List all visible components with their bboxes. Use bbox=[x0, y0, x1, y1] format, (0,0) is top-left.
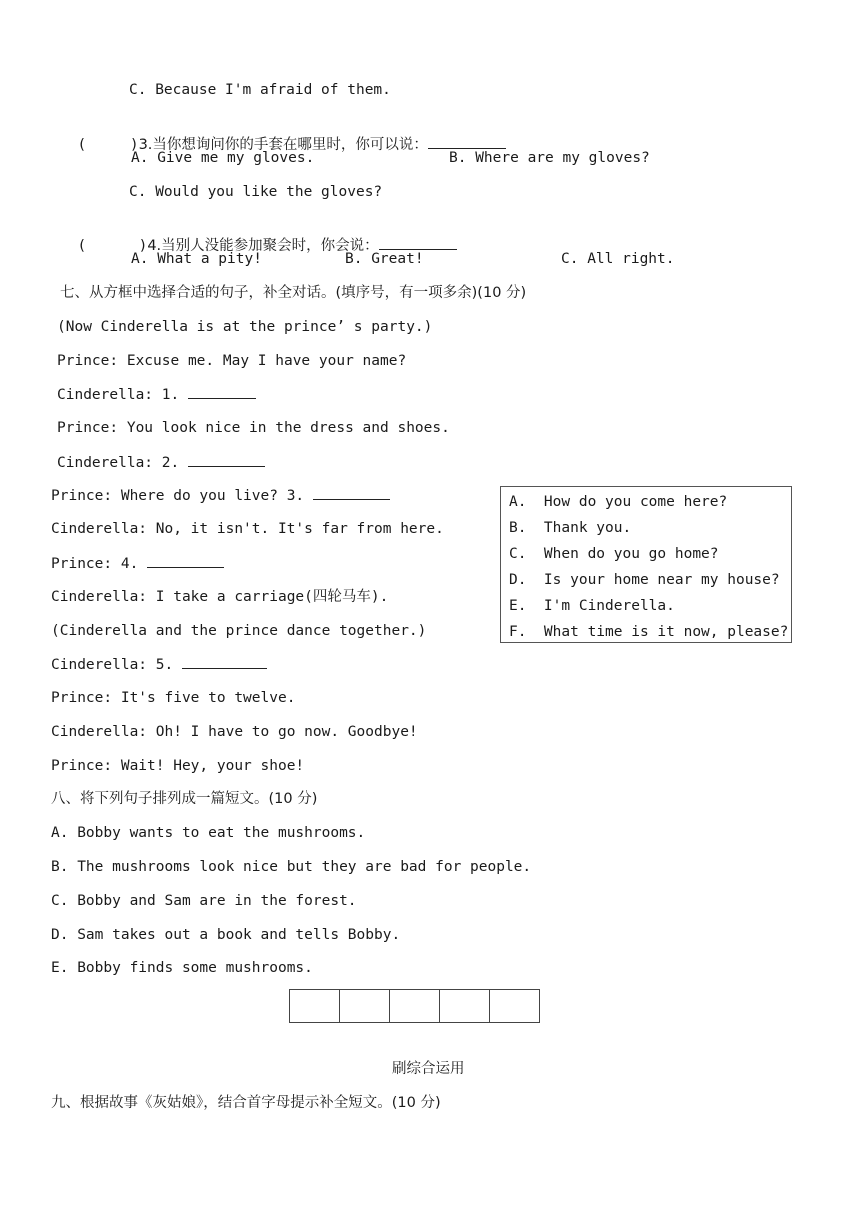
q4-option-c: C. All right. bbox=[561, 251, 675, 267]
answer-cell-1[interactable] bbox=[289, 989, 340, 1023]
q3-option-b: B. Where are my gloves? bbox=[449, 150, 650, 166]
answer-cell-2[interactable] bbox=[339, 989, 390, 1023]
dialogue-line-12: Cinderella: Oh! I have to go now. Goodbye! bbox=[51, 724, 418, 740]
q4-option-b: B. Great! bbox=[345, 251, 424, 267]
blank-2[interactable] bbox=[188, 452, 265, 467]
section-heading: 刷综合运用 bbox=[392, 1061, 465, 1077]
section-9-title: 九、根据故事《灰姑娘》，结合首字母提示补全短文。(10 分) bbox=[51, 1095, 441, 1111]
dialogue-text: Prince: 4. bbox=[51, 556, 148, 572]
dialogue-line-10 bbox=[51, 654, 267, 675]
dialogue-line-9: (Cinderella and the prince dance together.) bbox=[51, 623, 427, 639]
q3-option-a: A. Give me my gloves. bbox=[131, 150, 315, 166]
answer-cell-3[interactable] bbox=[389, 989, 440, 1023]
dialogue-line-5 bbox=[51, 485, 390, 506]
answer-blank[interactable] bbox=[379, 235, 457, 250]
q4-option-a: A. What a pity! bbox=[131, 251, 262, 267]
blank-3[interactable] bbox=[313, 485, 390, 500]
answer-cell-4[interactable] bbox=[439, 989, 490, 1023]
sentence-c: C. Bobby and Sam are in the forest. bbox=[51, 893, 357, 909]
dialogue-line-1: Prince: Excuse me. May I have your name? bbox=[57, 353, 407, 369]
q3-option-c: C. Would you like the gloves? bbox=[129, 184, 383, 200]
options-box bbox=[500, 486, 792, 643]
dialogue-line-8: Cinderella: I take a carriage(四轮马车). bbox=[51, 589, 389, 605]
option-a: A. How do you come here? bbox=[509, 494, 728, 510]
option-d: D. Is your home near my house? bbox=[509, 572, 780, 588]
dialogue-line-13: Prince: Wait! Hey, your shoe! bbox=[51, 758, 305, 774]
section-7-title: 七、从方框中选择合适的句子，补全对话。(填序号，有一项多余)(10 分) bbox=[60, 285, 527, 301]
dialogue-line-7 bbox=[51, 553, 224, 574]
q2-option-c: C. Because I'm afraid of them. bbox=[129, 82, 391, 98]
sentence-a: A. Bobby wants to eat the mushrooms. bbox=[51, 825, 366, 841]
question-prompt: 4.当别人没能参加聚会时，你会说： bbox=[147, 238, 379, 254]
answer-cell-5[interactable] bbox=[489, 989, 540, 1023]
sentence-e: E. Bobby finds some mushrooms. bbox=[51, 960, 313, 976]
option-b: B. Thank you. bbox=[509, 520, 632, 536]
option-c: C. When do you go home? bbox=[509, 546, 719, 562]
dialogue-text: Prince: Where do you live? 3. bbox=[51, 488, 313, 504]
dialogue-text: Cinderella: 1. bbox=[57, 387, 188, 403]
answer-blank[interactable] bbox=[428, 134, 506, 149]
dialogue-text: Cinderella: 5. bbox=[51, 657, 182, 673]
option-f: F. What time is it now, please? bbox=[509, 624, 789, 640]
dialogue-line-2 bbox=[57, 384, 256, 405]
option-e: E. I'm Cinderella. bbox=[509, 598, 675, 614]
order-answer-grid bbox=[289, 989, 540, 1023]
dialogue-line-4 bbox=[57, 452, 265, 473]
answer-paren[interactable]: ( ) bbox=[77, 137, 139, 153]
question-prompt: 3.当你想询问你的手套在哪里时，你可以说： bbox=[138, 137, 428, 153]
dialogue-line-11: Prince: It's five to twelve. bbox=[51, 690, 296, 706]
sentence-b: B. The mushrooms look nice but they are bad for people. bbox=[51, 859, 532, 875]
dialogue-line-6: Cinderella: No, it isn't. It's far from here. bbox=[51, 521, 444, 537]
dialogue-text: Cinderella: 2. bbox=[57, 455, 188, 471]
answer-paren[interactable]: ( ) bbox=[77, 238, 148, 254]
dialogue-line-3: Prince: You look nice in the dress and shoes. bbox=[57, 420, 450, 436]
blank-5[interactable] bbox=[182, 654, 267, 669]
blank-1[interactable] bbox=[188, 384, 256, 399]
sentence-d: D. Sam takes out a book and tells Bobby. bbox=[51, 927, 401, 943]
section-8-title: 八、将下列句子排列成一篇短文。(10 分) bbox=[51, 791, 318, 807]
dialogue-context: (Now Cinderella is at the prince’ s party.) bbox=[57, 319, 433, 335]
blank-4[interactable] bbox=[147, 553, 224, 568]
